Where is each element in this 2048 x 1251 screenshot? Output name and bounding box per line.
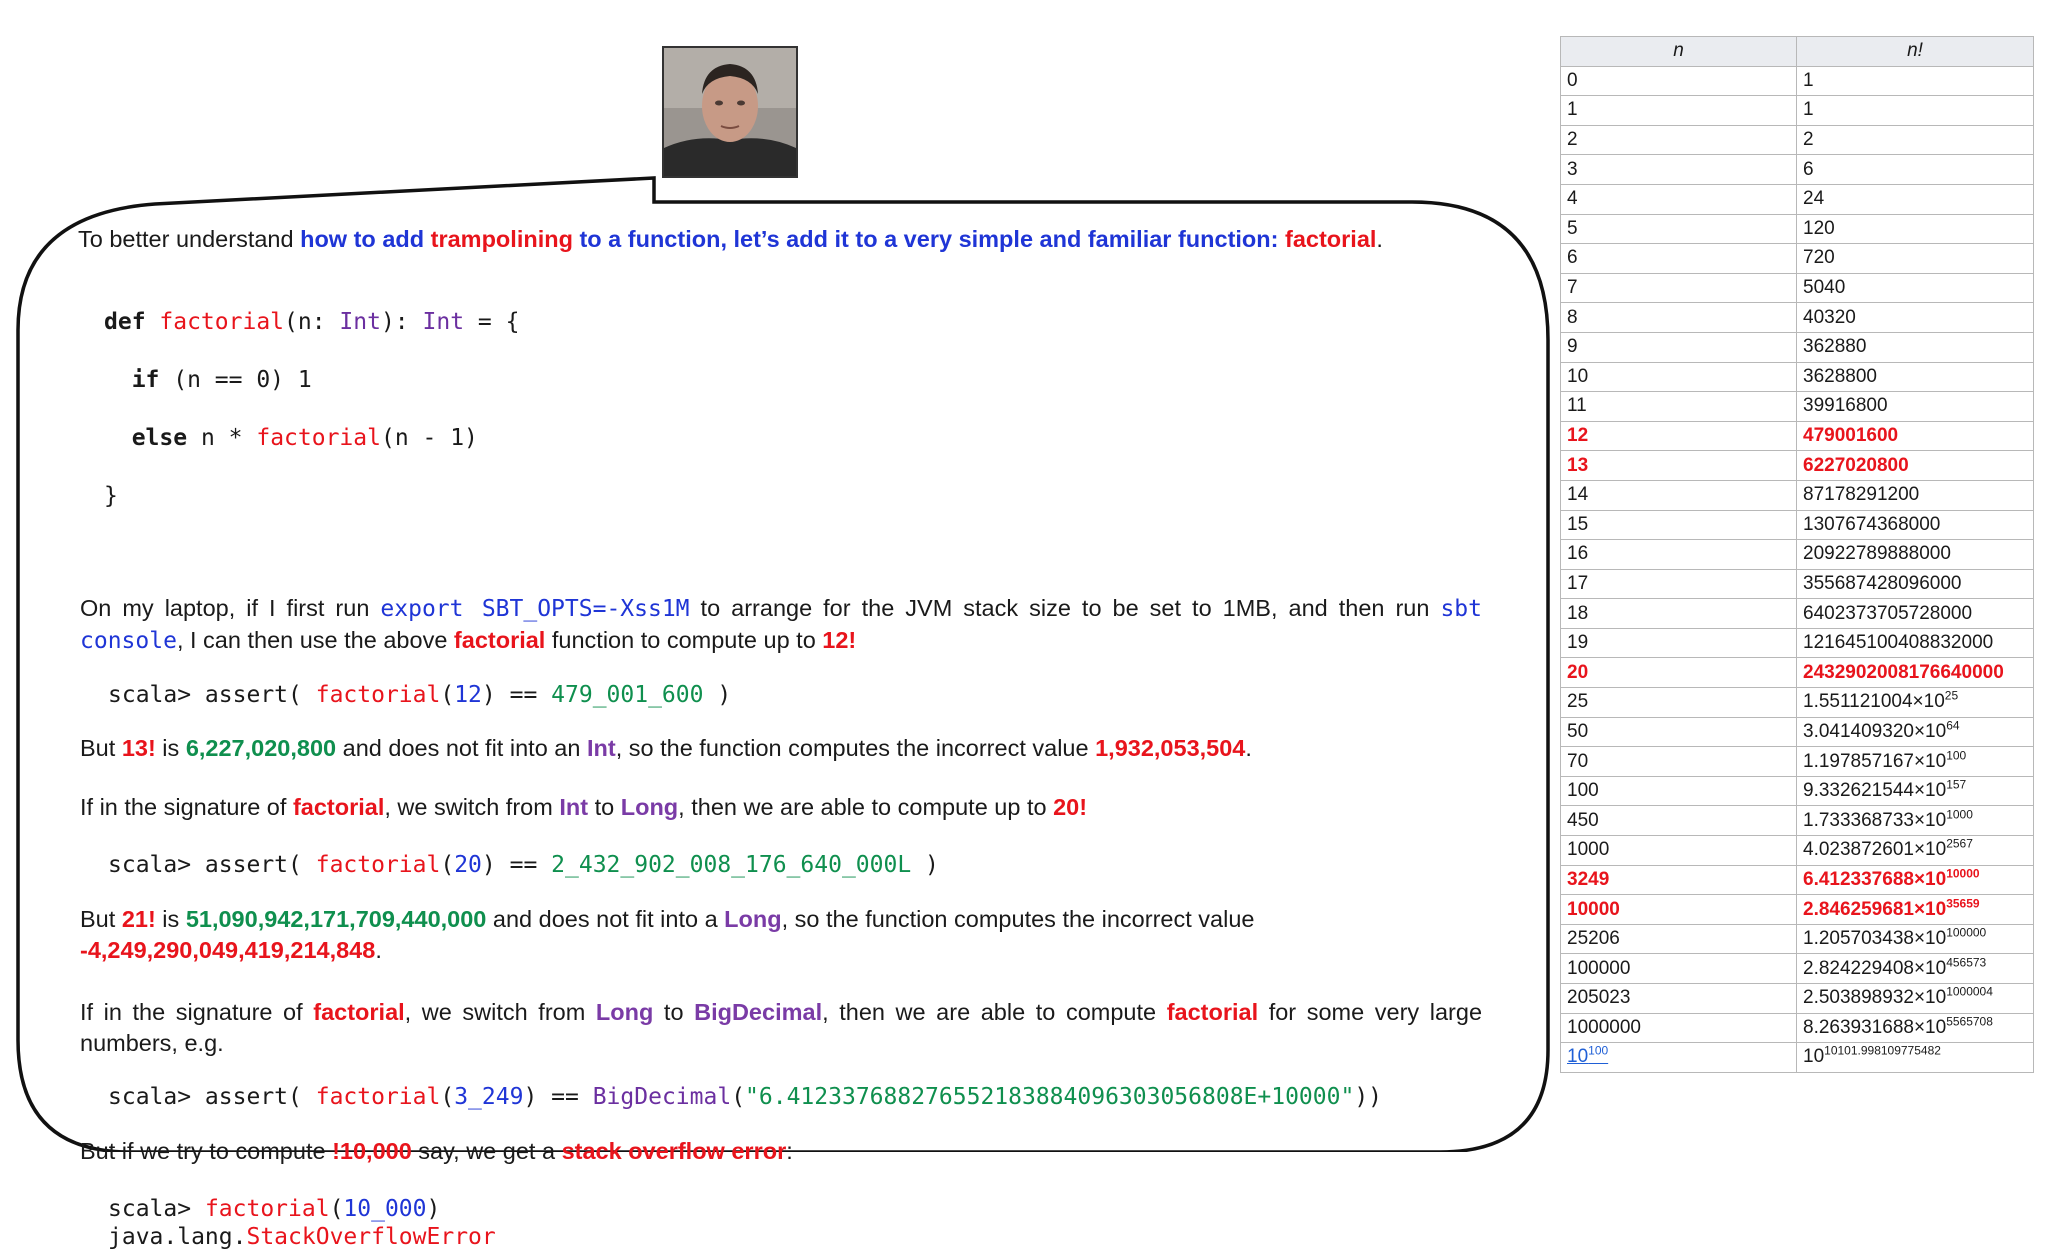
table-row <box>1561 954 2034 984</box>
repl-assert-12 <box>108 680 1482 711</box>
code-factorial: factorial <box>256 425 381 451</box>
repl-overflow <box>108 1195 1482 1251</box>
table-row <box>1561 480 2034 510</box>
text: to <box>588 794 621 820</box>
incorrect-value: 1,932,053,504 <box>1095 735 1246 761</box>
repl-prompt: scala> <box>108 1196 205 1222</box>
intro-trampolining: trampolining <box>430 226 573 252</box>
cell-n: 50 <box>1561 717 1797 747</box>
table-row <box>1561 214 2034 244</box>
text: , I can then use the above <box>176 627 454 653</box>
text: . <box>1245 735 1252 761</box>
table-row <box>1561 1013 2034 1043</box>
factorial-word: factorial <box>1166 999 1259 1025</box>
stack-overflow-text: stack overflow error <box>561 1138 787 1164</box>
factorial-table <box>1560 36 2034 1073</box>
code-text: ( <box>329 1196 344 1222</box>
text: If in the signature of <box>80 794 293 820</box>
table-row <box>1561 1043 2034 1073</box>
cell-n: 9 <box>1561 332 1797 362</box>
table-row <box>1561 451 2034 481</box>
repl-prompt: scala> assert( <box>108 852 316 878</box>
repl-prompt: scala> assert( <box>108 1084 316 1110</box>
cell-factorial: 362880 <box>1797 332 2034 362</box>
cell-factorial: 355687428096000 <box>1797 569 2034 599</box>
table-row <box>1561 776 2034 806</box>
kw-if: if <box>104 367 160 393</box>
code-text: ): <box>380 309 423 335</box>
text: and does not fit into an <box>336 735 587 761</box>
code-text: (n: <box>284 309 340 335</box>
cell-n: 16 <box>1561 540 1797 570</box>
code-text: = { <box>464 309 520 335</box>
slide-content <box>80 224 1482 1251</box>
cell-factorial: 2 <box>1797 125 2034 155</box>
cell-factorial: 20922789888000 <box>1797 540 2034 570</box>
cell-factorial: $8.263931688\times 10^{5565708}$ <box>1797 1013 2034 1043</box>
table-row <box>1561 125 2034 155</box>
type-long: Long <box>620 794 679 820</box>
cell-n: 12 <box>1561 421 1797 451</box>
table-row <box>1561 510 2034 540</box>
header-n: n <box>1561 37 1797 67</box>
cell-factorial: $1.205703438\times 10^{100000}$ <box>1797 924 2034 954</box>
exponent: 456573 <box>1946 955 1987 970</box>
cell-factorial: 121645100408832000 <box>1797 628 2034 658</box>
exponent: 100 <box>1946 748 1967 763</box>
kw-else: else <box>104 425 188 451</box>
table-row <box>1561 865 2034 895</box>
type-int: Int <box>559 794 589 820</box>
text: , so the function computes the incorrect value <box>615 735 1096 761</box>
code-value: 2_432_902_008_176_640_000L <box>551 852 912 878</box>
table-row <box>1561 392 2034 422</box>
cell-factorial: $3.041409320\times 10^{64}$ <box>1797 717 2034 747</box>
text: and does not fit into a <box>486 906 725 932</box>
cell-n: 4 <box>1561 184 1797 214</box>
text: for some very large numbers, e.g. <box>80 999 1483 1056</box>
type-int: Int <box>422 309 465 335</box>
table-row <box>1561 895 2034 925</box>
table-row <box>1561 540 2034 570</box>
code-factorial: factorial <box>315 852 441 878</box>
exponent: 100000 <box>1946 925 1987 940</box>
type-bigdecimal: BigDecimal <box>592 1084 732 1110</box>
cell-factorial: 1 <box>1797 96 2034 126</box>
type-long: Long <box>595 999 654 1025</box>
code-arg: 12 <box>454 682 482 708</box>
exponent: 5565708 <box>1946 1014 1993 1029</box>
intro-how-to-add: how to add <box>300 226 431 252</box>
cell-n: 19 <box>1561 628 1797 658</box>
cell-factorial: $10^{10101.998109775482}$ <box>1797 1043 2034 1073</box>
code-arg: 10_000 <box>343 1196 427 1222</box>
correct-value: 6,227,020,800 <box>185 735 337 761</box>
table-row <box>1561 244 2034 274</box>
text: function to compute up to <box>545 627 823 653</box>
table-header-row <box>1561 37 2034 67</box>
cell-factorial: 479001600 <box>1797 421 2034 451</box>
cell-n: 11 <box>1561 392 1797 422</box>
type-int: Int <box>586 735 616 761</box>
long-paragraph <box>80 792 1482 823</box>
table-row <box>1561 628 2034 658</box>
intro-function-text: to a function, let’s add it to a very simple and familiar function: <box>572 226 1285 252</box>
cell-factorial: 24 <box>1797 184 2034 214</box>
code-factorial: factorial <box>204 1196 330 1222</box>
text: , we switch from <box>384 794 560 820</box>
cell-factorial: 2432902008176640000 <box>1797 658 2034 688</box>
table-row <box>1561 96 2034 126</box>
intro-period: . <box>1376 226 1383 252</box>
cell-factorial: $2.503898932\times 10^{1000004}$ <box>1797 984 2034 1014</box>
twelve-factorial: 12! <box>822 627 857 653</box>
cell-factorial: $9.332621544\times 10^{157}$ <box>1797 776 2034 806</box>
text: , then we are able to compute <box>822 999 1167 1025</box>
repl-assert-20 <box>108 850 1482 881</box>
code-factorial: factorial <box>159 309 285 335</box>
table-row <box>1561 984 2034 1014</box>
n-exponent: 100 <box>1588 1044 1609 1059</box>
exponent: 1000004 <box>1946 984 1993 999</box>
cell-n: 205023 <box>1561 984 1797 1014</box>
cell-n: 450 <box>1561 806 1797 836</box>
cell-n: 100000 <box>1561 954 1797 984</box>
cell-n[interactable] <box>1561 1043 1797 1073</box>
error-class: StackOverflowError <box>246 1224 496 1250</box>
code-text: ) <box>426 1196 441 1222</box>
n-link[interactable]: $10^{100}$ <box>1567 1044 1609 1068</box>
factorial-word: factorial <box>313 999 405 1025</box>
table-row <box>1561 658 2034 688</box>
table-row <box>1561 421 2034 451</box>
table-row <box>1561 806 2034 836</box>
cell-n: 6 <box>1561 244 1797 274</box>
export-command: export SBT_OPTS=-Xss1M <box>380 596 690 622</box>
code-arg: 3_249 <box>454 1084 524 1110</box>
code-text: ) == <box>481 852 552 878</box>
laptop-paragraph <box>80 593 1482 657</box>
cell-n: 25206 <box>1561 924 1797 954</box>
text: But <box>80 735 122 761</box>
type-int: Int <box>339 309 381 335</box>
code-text: ( <box>440 852 455 878</box>
code-text: ( <box>440 682 455 708</box>
table-row <box>1561 924 2034 954</box>
exponent: 2567 <box>1946 837 1973 851</box>
factorial-word: factorial <box>453 627 546 653</box>
bigdecimal-paragraph <box>80 997 1482 1059</box>
text: : <box>786 1138 793 1164</box>
cell-factorial: 6 <box>1797 155 2034 185</box>
text: But <box>80 906 122 932</box>
cell-factorial: 1 <box>1797 66 2034 96</box>
text: If in the signature of <box>80 999 314 1025</box>
code-line-4: } <box>104 483 118 509</box>
table-row <box>1561 66 2034 96</box>
cell-n: 10000 <box>1561 895 1797 925</box>
thirteen-factorial: 13! <box>121 735 156 761</box>
cell-factorial: $1.733368733\times 10^{1000}$ <box>1797 806 2034 836</box>
exponent: 10101.998109775482 <box>1824 1044 1941 1059</box>
intro-factorial: factorial <box>1285 226 1377 252</box>
table-row <box>1561 273 2034 303</box>
code-text: ) <box>911 852 939 878</box>
thirteen-paragraph <box>80 733 1482 764</box>
repl-line <box>108 1195 1482 1223</box>
text: say, we get a <box>411 1138 562 1164</box>
repl-prompt: scala> assert( <box>108 682 316 708</box>
intro-text: To better understand <box>78 226 301 252</box>
cell-factorial: 5040 <box>1797 273 2034 303</box>
code-line-1 <box>104 308 1482 337</box>
table-row <box>1561 599 2034 629</box>
text: is <box>155 906 186 932</box>
cell-n: 1 <box>1561 96 1797 126</box>
code-text: (n - 1) <box>380 425 478 451</box>
exponent: 64 <box>1946 718 1960 733</box>
cell-n: 3 <box>1561 155 1797 185</box>
text: , we switch from <box>404 999 596 1025</box>
code-text: ( <box>731 1084 746 1110</box>
table-row <box>1561 184 2034 214</box>
type-long: Long <box>724 906 782 932</box>
code-text: n * <box>187 425 257 451</box>
cell-n: 1000 <box>1561 836 1797 866</box>
text: to arrange for the JVM stack size to be set to 1MB, and then run <box>689 595 1441 621</box>
exponent: 157 <box>1946 777 1967 792</box>
cell-n: 14 <box>1561 480 1797 510</box>
cell-factorial: $2.824229408\times 10^{456573}$ <box>1797 954 2034 984</box>
text: to <box>653 999 695 1025</box>
cell-factorial: $4.023872601\times 10^{2567}$ <box>1797 836 2034 866</box>
cell-n: 1000000 <box>1561 1013 1797 1043</box>
code-text: ( <box>440 1084 455 1110</box>
cell-factorial: $1.551121004\times 10^{25}$ <box>1797 688 2034 718</box>
cell-factorial: 1307674368000 <box>1797 510 2034 540</box>
cell-n: 25 <box>1561 688 1797 718</box>
type-bigdecimal: BigDecimal <box>694 999 823 1025</box>
exponent: 25 <box>1944 689 1959 704</box>
header-n-factorial: n! <box>1797 37 2034 67</box>
table-row <box>1561 717 2034 747</box>
cell-n: 13 <box>1561 451 1797 481</box>
code-line-3 <box>104 424 1482 453</box>
cell-n: 10 <box>1561 362 1797 392</box>
table-row <box>1561 155 2034 185</box>
cell-factorial: 3628800 <box>1797 362 2034 392</box>
cell-factorial: $6.412337688\times 10^{10000}$ <box>1797 865 2034 895</box>
code-text: ) == <box>523 1084 593 1110</box>
table-row <box>1561 332 2034 362</box>
kw-def: def <box>104 309 160 335</box>
cell-n: 20 <box>1561 658 1797 688</box>
exponent: 10000 <box>1946 866 1980 881</box>
table-row <box>1561 362 2034 392</box>
twentyone-factorial: 21! <box>121 906 156 932</box>
code-text: ) == <box>481 682 552 708</box>
twenty-factorial: 20! <box>1053 794 1088 820</box>
code-factorial: factorial <box>315 1084 441 1110</box>
text: is <box>155 735 186 761</box>
cell-factorial: 39916800 <box>1797 392 2034 422</box>
cell-n: 17 <box>1561 569 1797 599</box>
cell-factorial: 6227020800 <box>1797 451 2034 481</box>
cell-factorial: $2.846259681\times 10^{35659}$ <box>1797 895 2034 925</box>
table-row <box>1561 747 2034 777</box>
table-row <box>1561 569 2034 599</box>
code-text: )) <box>1354 1084 1383 1110</box>
text: But if we try to compute <box>80 1138 333 1164</box>
twentyone-paragraph <box>80 904 1482 966</box>
incorrect-value: -4,249,290,049,419,214,848 <box>80 937 376 963</box>
cell-n: 70 <box>1561 747 1797 777</box>
cell-n: 100 <box>1561 776 1797 806</box>
code-text: ) <box>703 682 732 708</box>
cell-factorial: $1.197857167\times 10^{100}$ <box>1797 747 2034 777</box>
cell-factorial: 40320 <box>1797 303 2034 333</box>
cell-n: 8 <box>1561 303 1797 333</box>
sbt-console-command: sbt console <box>80 596 1482 654</box>
table-row <box>1561 303 2034 333</box>
repl-assert-3249 <box>108 1082 1482 1113</box>
cell-n: 7 <box>1561 273 1797 303</box>
code-text: (n == 0) 1 <box>159 367 312 393</box>
exponent: 1000 <box>1946 807 1973 822</box>
text: , then we are able to compute up to <box>678 794 1054 820</box>
exponent: 35659 <box>1946 896 1980 911</box>
text: . <box>375 937 382 963</box>
code-line-2 <box>104 366 1482 395</box>
text: On my laptop, if I first run <box>80 595 381 621</box>
ten-thousand-factorial: !10,000 <box>332 1138 412 1164</box>
code-definition <box>104 279 1482 569</box>
cell-n: 18 <box>1561 599 1797 629</box>
cell-n: 0 <box>1561 66 1797 96</box>
cell-factorial: 720 <box>1797 244 2034 274</box>
cell-factorial: 120 <box>1797 214 2034 244</box>
cell-factorial: 87178291200 <box>1797 480 2034 510</box>
cell-n: 2 <box>1561 125 1797 155</box>
table-body <box>1561 66 2034 1072</box>
table-row <box>1561 836 2034 866</box>
table-row <box>1561 688 2034 718</box>
cell-n: 5 <box>1561 214 1797 244</box>
code-value: "6.412337688276552183884096303056808E+10000" <box>745 1084 1355 1110</box>
avatar <box>662 46 798 178</box>
text: , so the function computes the incorrect value <box>781 906 1255 932</box>
intro-paragraph <box>78 224 1482 255</box>
code-arg: 20 <box>454 852 482 878</box>
error-line <box>108 1223 1482 1251</box>
cell-n: 3249 <box>1561 865 1797 895</box>
code-text: java.lang. <box>108 1224 247 1250</box>
code-factorial: factorial <box>315 682 441 708</box>
factorial-word: factorial <box>292 794 385 820</box>
cell-factorial: 6402373705728000 <box>1797 599 2034 629</box>
code-value: 479_001_600 <box>551 682 704 708</box>
cell-n: 15 <box>1561 510 1797 540</box>
correct-value: 51,090,942,171,709,440,000 <box>185 906 487 932</box>
